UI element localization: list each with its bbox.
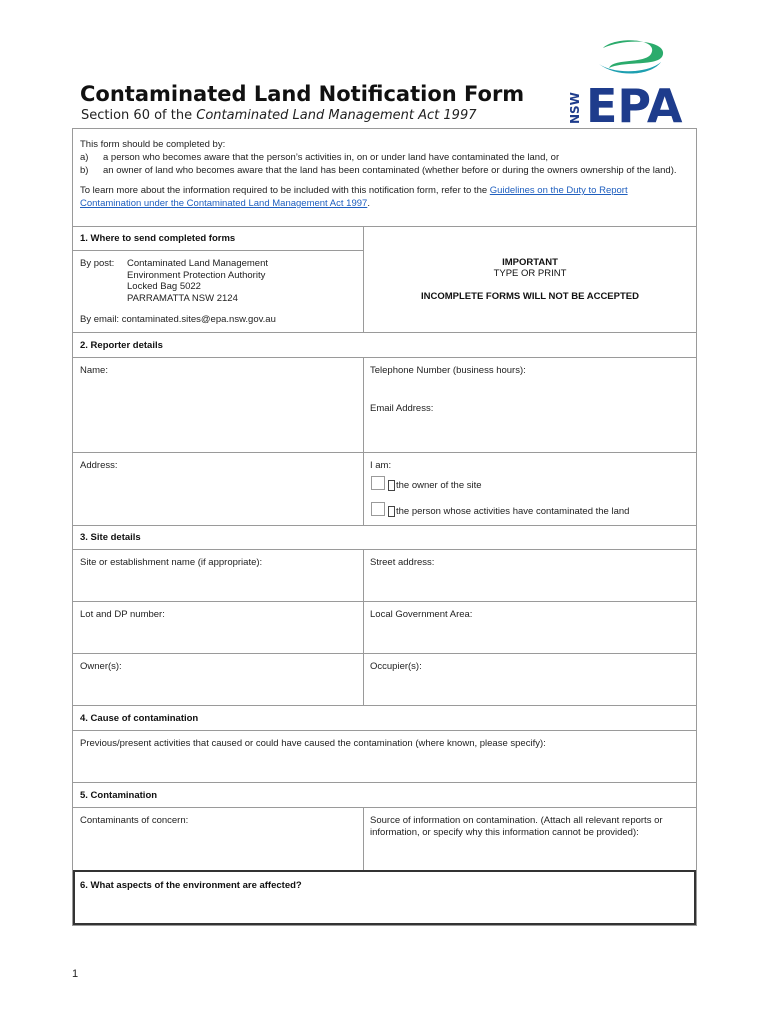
intro-item-b (80, 164, 690, 177)
section5-heading: 5. Contamination (80, 790, 158, 801)
section6-heading: 6. What aspects of the environment are affected? (80, 880, 302, 891)
source-info-field[interactable]: Source of information on contamination. (Attach all relevant reports or information, or specify why this information cannot be provided): (370, 815, 663, 838)
subtitle-prefix: Section 60 of the (81, 108, 197, 123)
learn-prefix: To learn more about the information required to be included with this notification form, refer to the (80, 185, 490, 196)
intro-lead: This form should be completed by: (80, 139, 226, 150)
intro-item-text: an owner of land who becomes aware that the land has been contaminated (whether before or during the owners ownership of the land). (103, 165, 677, 176)
form-subtitle (81, 108, 477, 123)
rule (72, 601, 697, 602)
owner-option-label: the owner of the site (396, 480, 482, 491)
polluter-option-label: the person whose activities have contaminated the land (396, 506, 630, 517)
activities-field[interactable]: Previous/present activities that caused or could have caused the contamination (where known, please specify): (80, 738, 546, 749)
rule (72, 250, 364, 251)
section2-heading: 2. Reporter details (80, 340, 163, 351)
rule (72, 653, 697, 654)
rule (72, 332, 697, 333)
rule (72, 452, 697, 453)
polluter-option (388, 506, 629, 517)
email-address-line: By email: contaminated.sites@epa.nsw.gov.au (80, 314, 276, 325)
rule (72, 807, 697, 808)
site-name-field[interactable]: Site or establishment name (if appropriate): (80, 557, 263, 568)
polluter-checkbox[interactable] (371, 502, 385, 516)
box-glyph-icon (388, 506, 395, 517)
box-glyph-icon (388, 480, 395, 491)
owner-option (388, 480, 482, 491)
form-title: Contaminated Land Notification Form (80, 82, 525, 106)
i-am-label: I am: (370, 460, 392, 471)
important-warning: INCOMPLETE FORMS WILL NOT BE ACCEPTED (421, 291, 639, 302)
occupiers-field[interactable]: Occupier(s): (370, 661, 422, 672)
name-field[interactable]: Name: (80, 365, 108, 376)
logo-swoosh-green (603, 40, 663, 68)
post-line: Environment Protection Authority (127, 269, 266, 281)
section3-heading: 3. Site details (80, 532, 141, 543)
owner-checkbox[interactable] (371, 476, 385, 490)
rule (72, 357, 697, 358)
rule (72, 782, 697, 783)
intro (80, 138, 690, 210)
rule (72, 525, 697, 526)
intro-item-marker: a) (80, 152, 89, 163)
telephone-field[interactable]: Telephone Number (business hours): (370, 365, 526, 376)
street-address-field[interactable]: Street address: (370, 557, 435, 568)
post-label: By post: (80, 258, 115, 269)
contaminants-field[interactable]: Contaminants of concern: (80, 815, 189, 826)
rule (72, 549, 697, 550)
post-line: Contaminated Land Management (127, 258, 269, 269)
rule (363, 226, 364, 332)
intro-item-text: a person who becomes aware that the person’s activities in, on or under land have contaminated the land, or (103, 152, 560, 163)
rule (363, 807, 364, 870)
owners-field[interactable]: Owner(s): (80, 661, 122, 672)
post-lines (127, 258, 268, 304)
rule (363, 357, 364, 525)
post-line: PARRAMATTA NSW 2124 (127, 292, 238, 304)
section1-heading: 1. Where to send completed forms (80, 233, 236, 244)
rule (72, 705, 697, 706)
subtitle-act: Contaminated Land Management Act 1997 (196, 108, 477, 123)
address-field[interactable]: Address: (80, 460, 118, 471)
learn-suffix: . (367, 198, 370, 209)
section6-box[interactable] (73, 870, 696, 925)
intro-learn-more (80, 184, 690, 210)
nsw-epa-logo (565, 38, 700, 128)
rule (363, 549, 364, 705)
important-type-print: TYPE OR PRINT (493, 268, 567, 279)
guidelines-link[interactable]: Guidelines on the Duty to Report Contamination under the Contaminated Land Management Act 1997 (80, 185, 628, 209)
logo-agency: EPA (586, 79, 683, 128)
section4-heading: 4. Cause of contamination (80, 713, 199, 724)
rule (72, 730, 697, 731)
rule (72, 226, 697, 227)
email-field[interactable]: Email Address: (370, 403, 434, 414)
lot-dp-field[interactable]: Lot and DP number: (80, 609, 165, 620)
lga-field[interactable]: Local Government Area: (370, 609, 473, 620)
postal-address (80, 258, 268, 304)
post-line: Locked Bag 5022 (127, 281, 201, 292)
logo-state: NSW (568, 92, 582, 124)
intro-item-marker: b) (80, 165, 89, 176)
important-title: IMPORTANT (502, 257, 558, 268)
page-number: 1 (72, 968, 79, 980)
intro-item-a (80, 151, 690, 164)
